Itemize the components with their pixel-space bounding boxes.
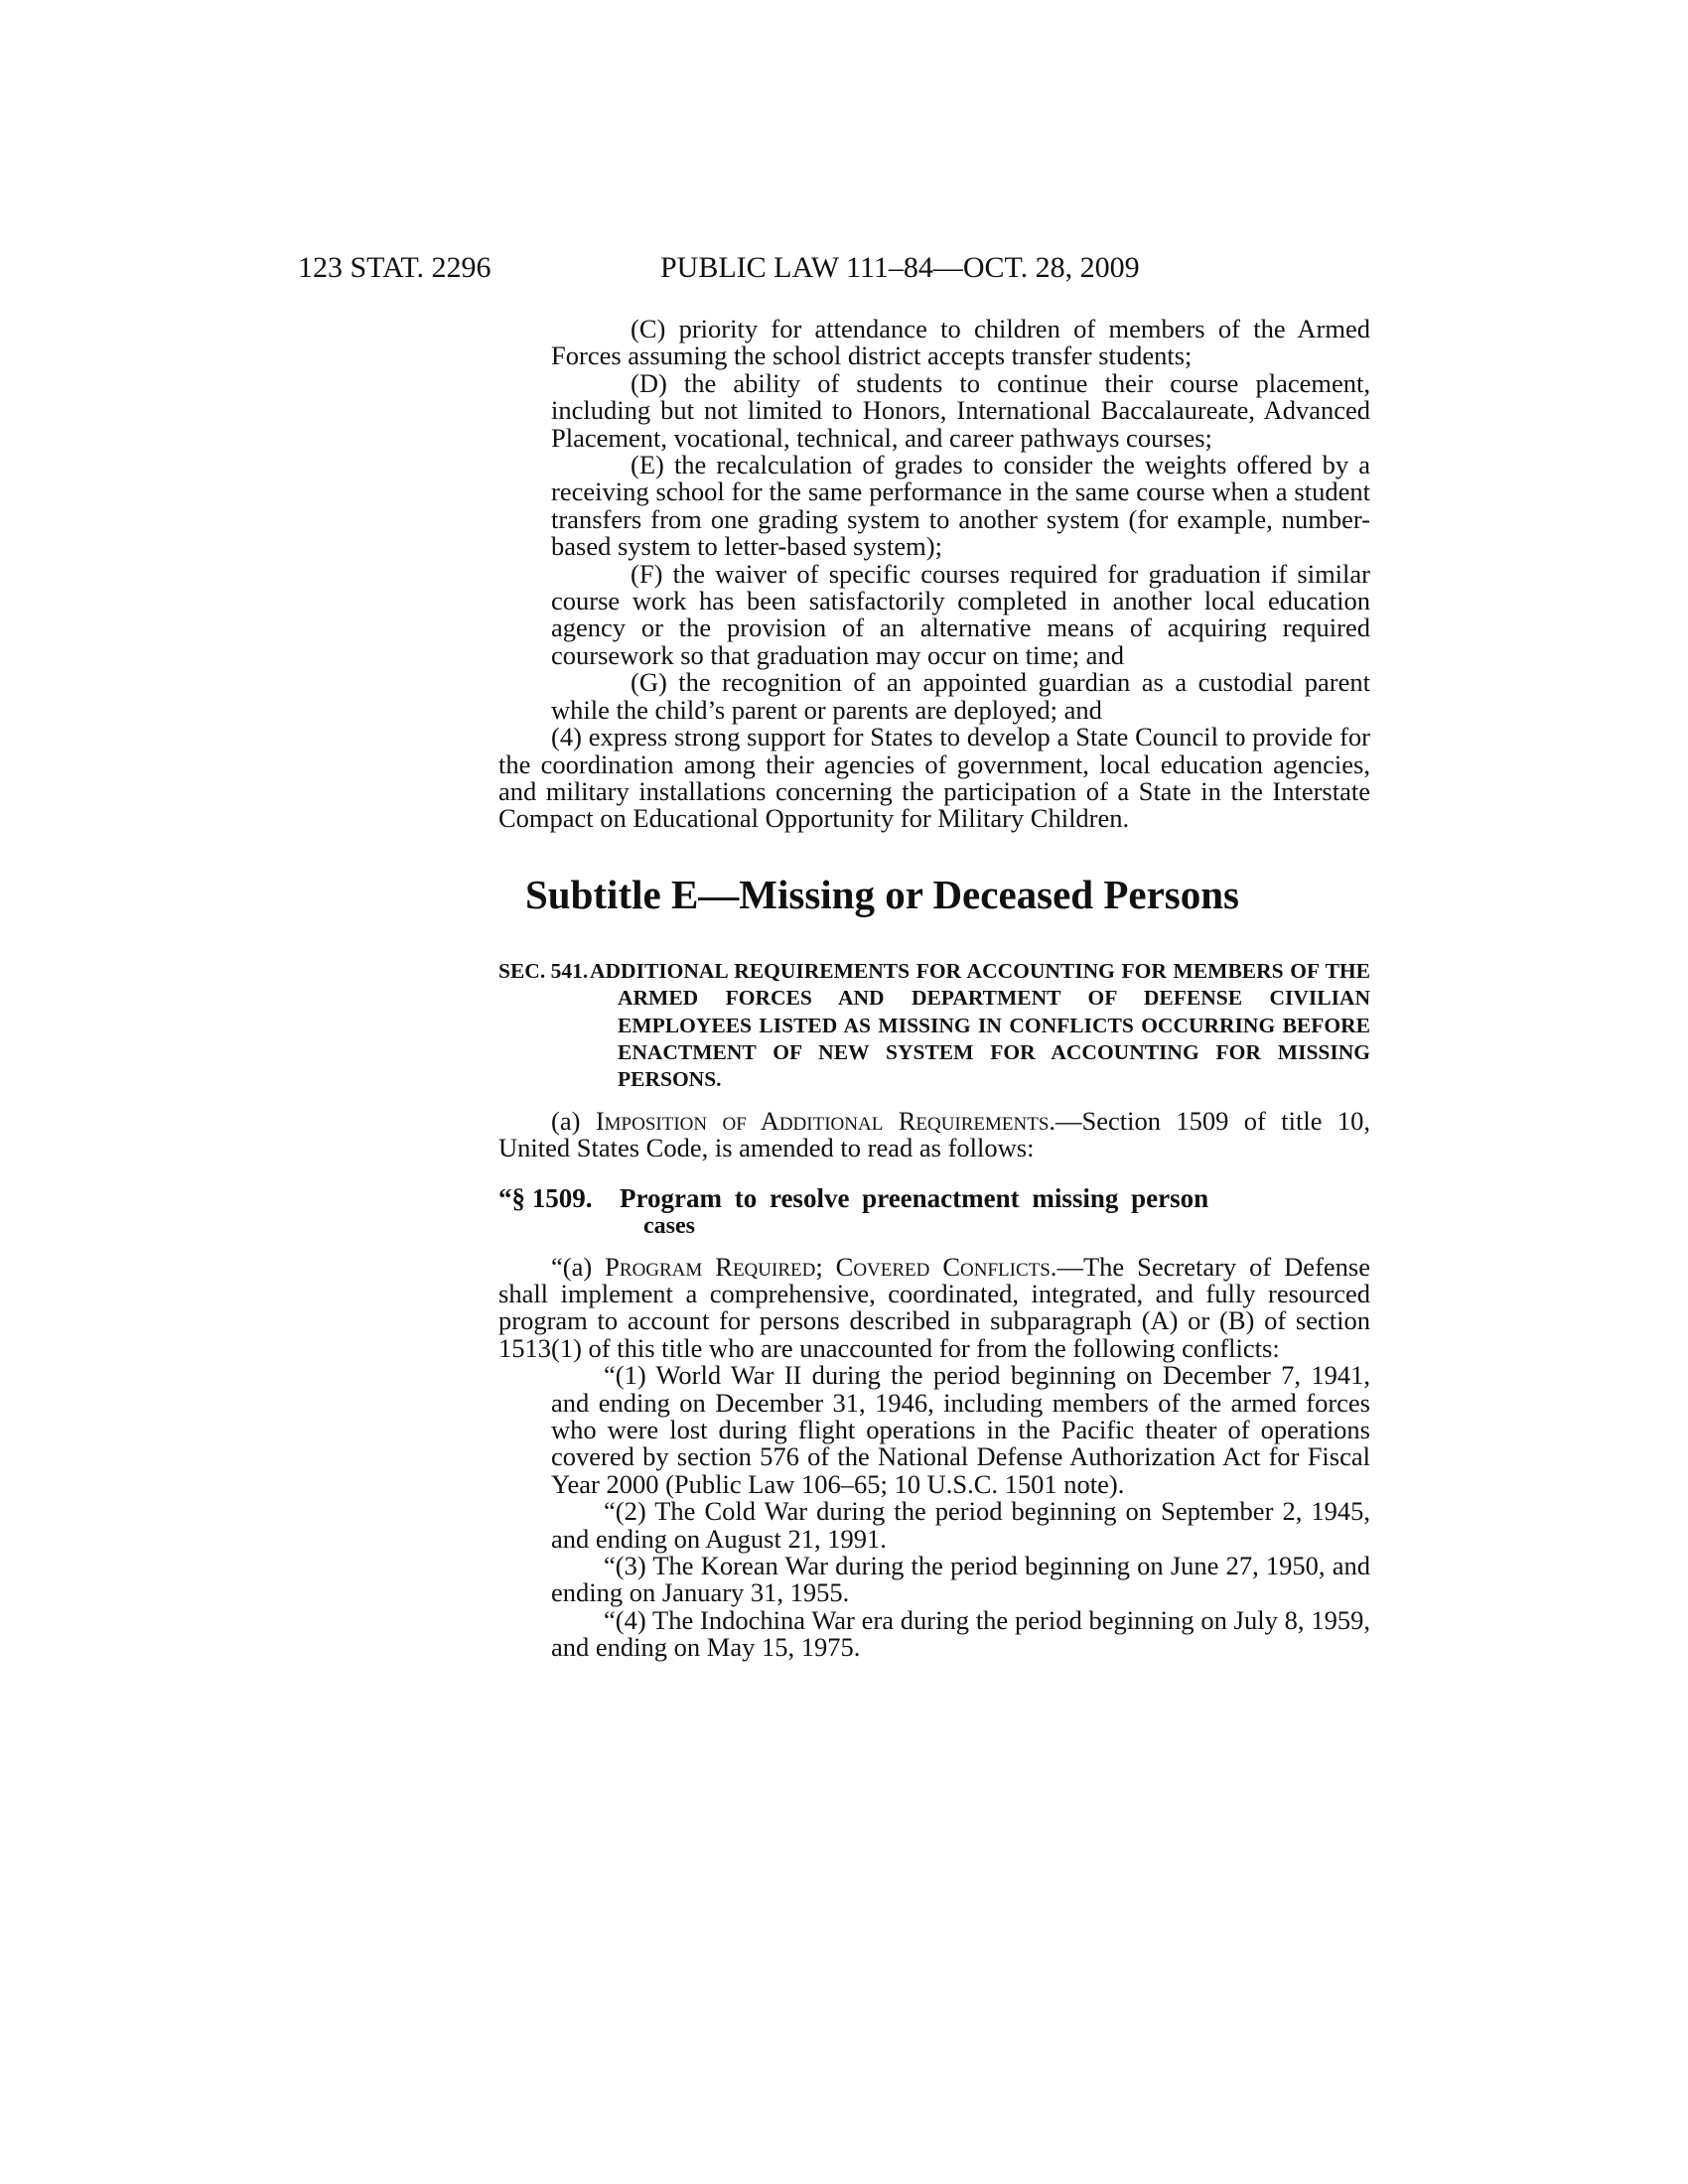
paragraph-d: (D) the ability of students to continue their course placement, including but not limited to Honors, International Baccalaureate, Advanced Placement, vocational, technical, and career pathways courses; bbox=[551, 367, 1370, 453]
section-541-number: SEC. 541. bbox=[498, 958, 589, 983]
paragraph-e: (E) the recalculation of grades to consider the weights offered by a receiving school for the same performance in the same course when a student transfers from one grading system to another system (for example, number-based system to letter-based system); bbox=[551, 450, 1370, 562]
conflict-item-3: “(3) The Korean War during the period beginning on June 27, 1950, and ending on January 31, 1955. bbox=[551, 1551, 1370, 1608]
subsection-a-heading: Imposition of Additional Requirements. bbox=[595, 1105, 1056, 1136]
subsection-1509-a-heading: Program Required; Covered Conflicts. bbox=[605, 1251, 1057, 1282]
running-head bbox=[298, 248, 1370, 288]
section-1509-title-continued: cases bbox=[643, 1212, 695, 1239]
subsection-a-label: (a) bbox=[551, 1105, 596, 1136]
section-541-title: ADDITIONAL REQUIREMENTS FOR ACCOUNTING FOR MEMBERS OF THE ARMED FORCES AND DEPARTMENT OF DEFENSE CIVILIAN EMPLOYEES LISTED AS MISSING IN CONFLICTS OCCURRING BEFORE ENACTMENT OF NEW SYSTEM FOR ACCOUNTING FOR MISSING PERSONS. bbox=[590, 958, 1370, 1092]
subsection-a-text: —Section 1509 of title 10, United States Code, is amended to read as follows: bbox=[498, 1105, 1371, 1163]
section-1509-number: “§ 1509. bbox=[498, 1182, 593, 1213]
statute-citation: 123 STAT. 2296 bbox=[298, 251, 492, 284]
conflict-item-1: “(1) World War II during the period beginning on December 7, 1941, and ending on December 31, 1946, including members of the armed forces who were lost during flight operations in the Pacific theater of operations covered by section 576 of the National Defense Authorization Act for Fiscal Year 2000 (Public Law 106–65; 10 U.S.C. 1501 note). bbox=[551, 1360, 1370, 1499]
paragraph-f: (F) the waiver of specific courses required for graduation if similar course work has been satisfactorily completed in another local education agency or the provision of an alternative means of acquiring required coursework so that graduation may occur on time; and bbox=[551, 558, 1370, 670]
subsection-a bbox=[498, 1105, 1371, 1163]
section-1509-heading bbox=[498, 1184, 1370, 1240]
paragraph-4: (4) express strong support for States to develop a State Council to provide for the coordination among their agencies of government, local education agencies, and military installations concerning the participation of a State in the Interstate Compact on Educational Opportunity for Military Children. bbox=[498, 722, 1370, 834]
conflict-item-2: “(2) The Cold War during the period beginning on September 2, 1945, and ending on August 21, 1991. bbox=[551, 1496, 1370, 1554]
text-column bbox=[498, 314, 1371, 1663]
section-1509-title: Program to resolve preenactment missing person bbox=[620, 1182, 1209, 1213]
paragraph-g: (G) the recognition of an appointed guardian as a custodial parent while the child’s parent or parents are deployed; and bbox=[551, 667, 1370, 725]
public-law-citation: PUBLIC LAW 111–84—OCT. 28, 2009 bbox=[660, 251, 1140, 284]
subsection-1509-a bbox=[498, 1251, 1370, 1363]
conflict-item-4: “(4) The Indochina War era during the period beginning on July 8, 1959, and ending on May 15, 1975. bbox=[551, 1604, 1370, 1663]
subsection-1509-a-text: —The Secretary of Defense shall implement a comprehensive, coordinated, integrated, and fully resourced program to account for persons described in subparagraph (A) or (B) of section 1513(1) of this title who are unaccounted for from the following conflicts: bbox=[498, 1251, 1370, 1363]
subtitle-heading: Subtitle E—Missing or Deceased Persons bbox=[525, 871, 1240, 917]
section-541-heading bbox=[498, 958, 1370, 1094]
paragraph-c: (C) priority for attendance to children of members of the Armed Forces assuming the school district accepts transfer students; bbox=[551, 314, 1370, 371]
subsection-1509-a-label: “(a) bbox=[551, 1251, 606, 1282]
